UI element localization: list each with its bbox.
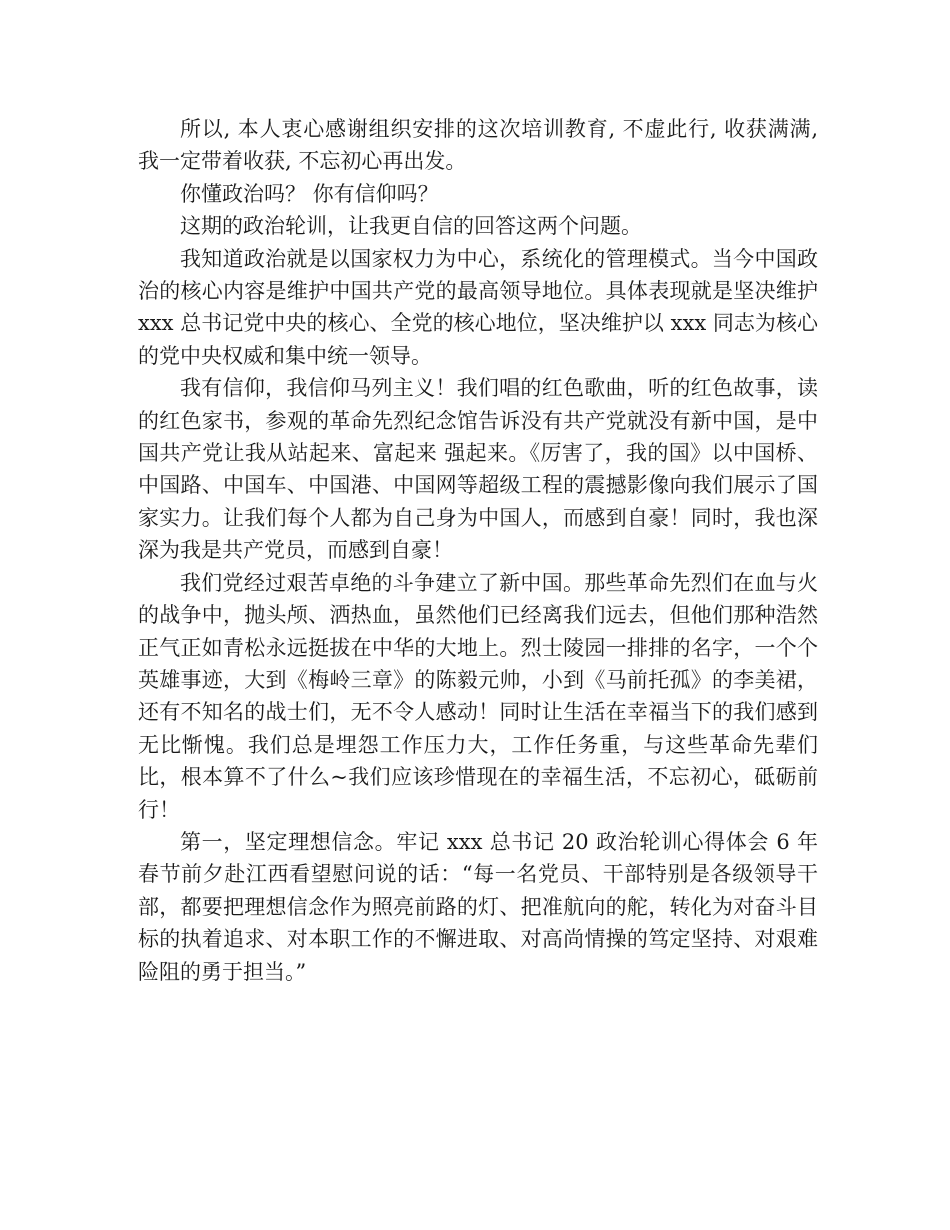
paragraph: 所以, 本人衷心感谢组织安排的这次培训教育, 不虚此行, 收获满满, 我一定带着收获, 不忘初心再出发。 <box>138 117 818 174</box>
paragraph: 第一，坚定理想信念。牢记 xxx 总书记 20 政治轮训心得体会 6 年春节前夕赴江西看望慰问说的话：“每一名党员、干部特别是各级领导干部，都要把理想信念作为照亮前路的灯、把准航向的舵，转化为对奋斗目标的执着追求、对本职工作的不懈进取、对高尚情操的笃定坚持、对艰难险阻的勇于担当。” <box>138 829 818 984</box>
paragraph: 你懂政治吗？ 你有信仰吗？ <box>180 181 439 206</box>
paragraph: 这期的政治轮训，让我更自信的回答这两个问题。 <box>180 214 642 239</box>
paragraph: 我有信仰，我信仰马列主义！我们唱的红色歌曲，听的红色故事，读的红色家书，参观的革命先烈纪念馆告诉没有共产党就没有新中国，是中国共产党让我从站起来、富起来 强起来。《厉害了，我的国》以中国桥、中国路、中国车、中国港、中国网等超级工程的震撼影像向我们展示了国家实力。让我们每个人都为自己身为中国人，而感到自豪！同时，我也深深为我是共产党员，而感到自豪！ <box>138 376 818 563</box>
paragraph: 我知道政治就是以国家权力为中心，系统化的管理模式。当今中国政治的核心内容是维护中国共产党的最高领导地位。具体表现就是坚决维护 xxx 总书记党中央的核心、全党的核心地位，坚决维护以 xxx 同志为核心的党中央权威和集中统一领导。 <box>138 246 818 368</box>
document-page <box>138 113 818 988</box>
paragraph: 我们党经过艰苦卓绝的斗争建立了新中国。那些革命先烈们在血与火的战争中，抛头颅、洒热血，虽然他们已经离我们远去，但他们那种浩然正气正如青松永远挺拔在中华的大地上。烈士陵园一排排的名字，一个个英雄事迹，大到《梅岭三章》的陈毅元帅，小到《马前托孤》的李美裙， 还有不知名的战士们，无不令人感动！同时让生活在幸福当下的我们感到无比惭愧。我们总是埋怨工作压力大，工作任务重，与这些革命先辈们比，根本算不了什么~我们应该珍惜现在的幸福生活，不忘初心，砥砺前行！ <box>138 570 818 822</box>
